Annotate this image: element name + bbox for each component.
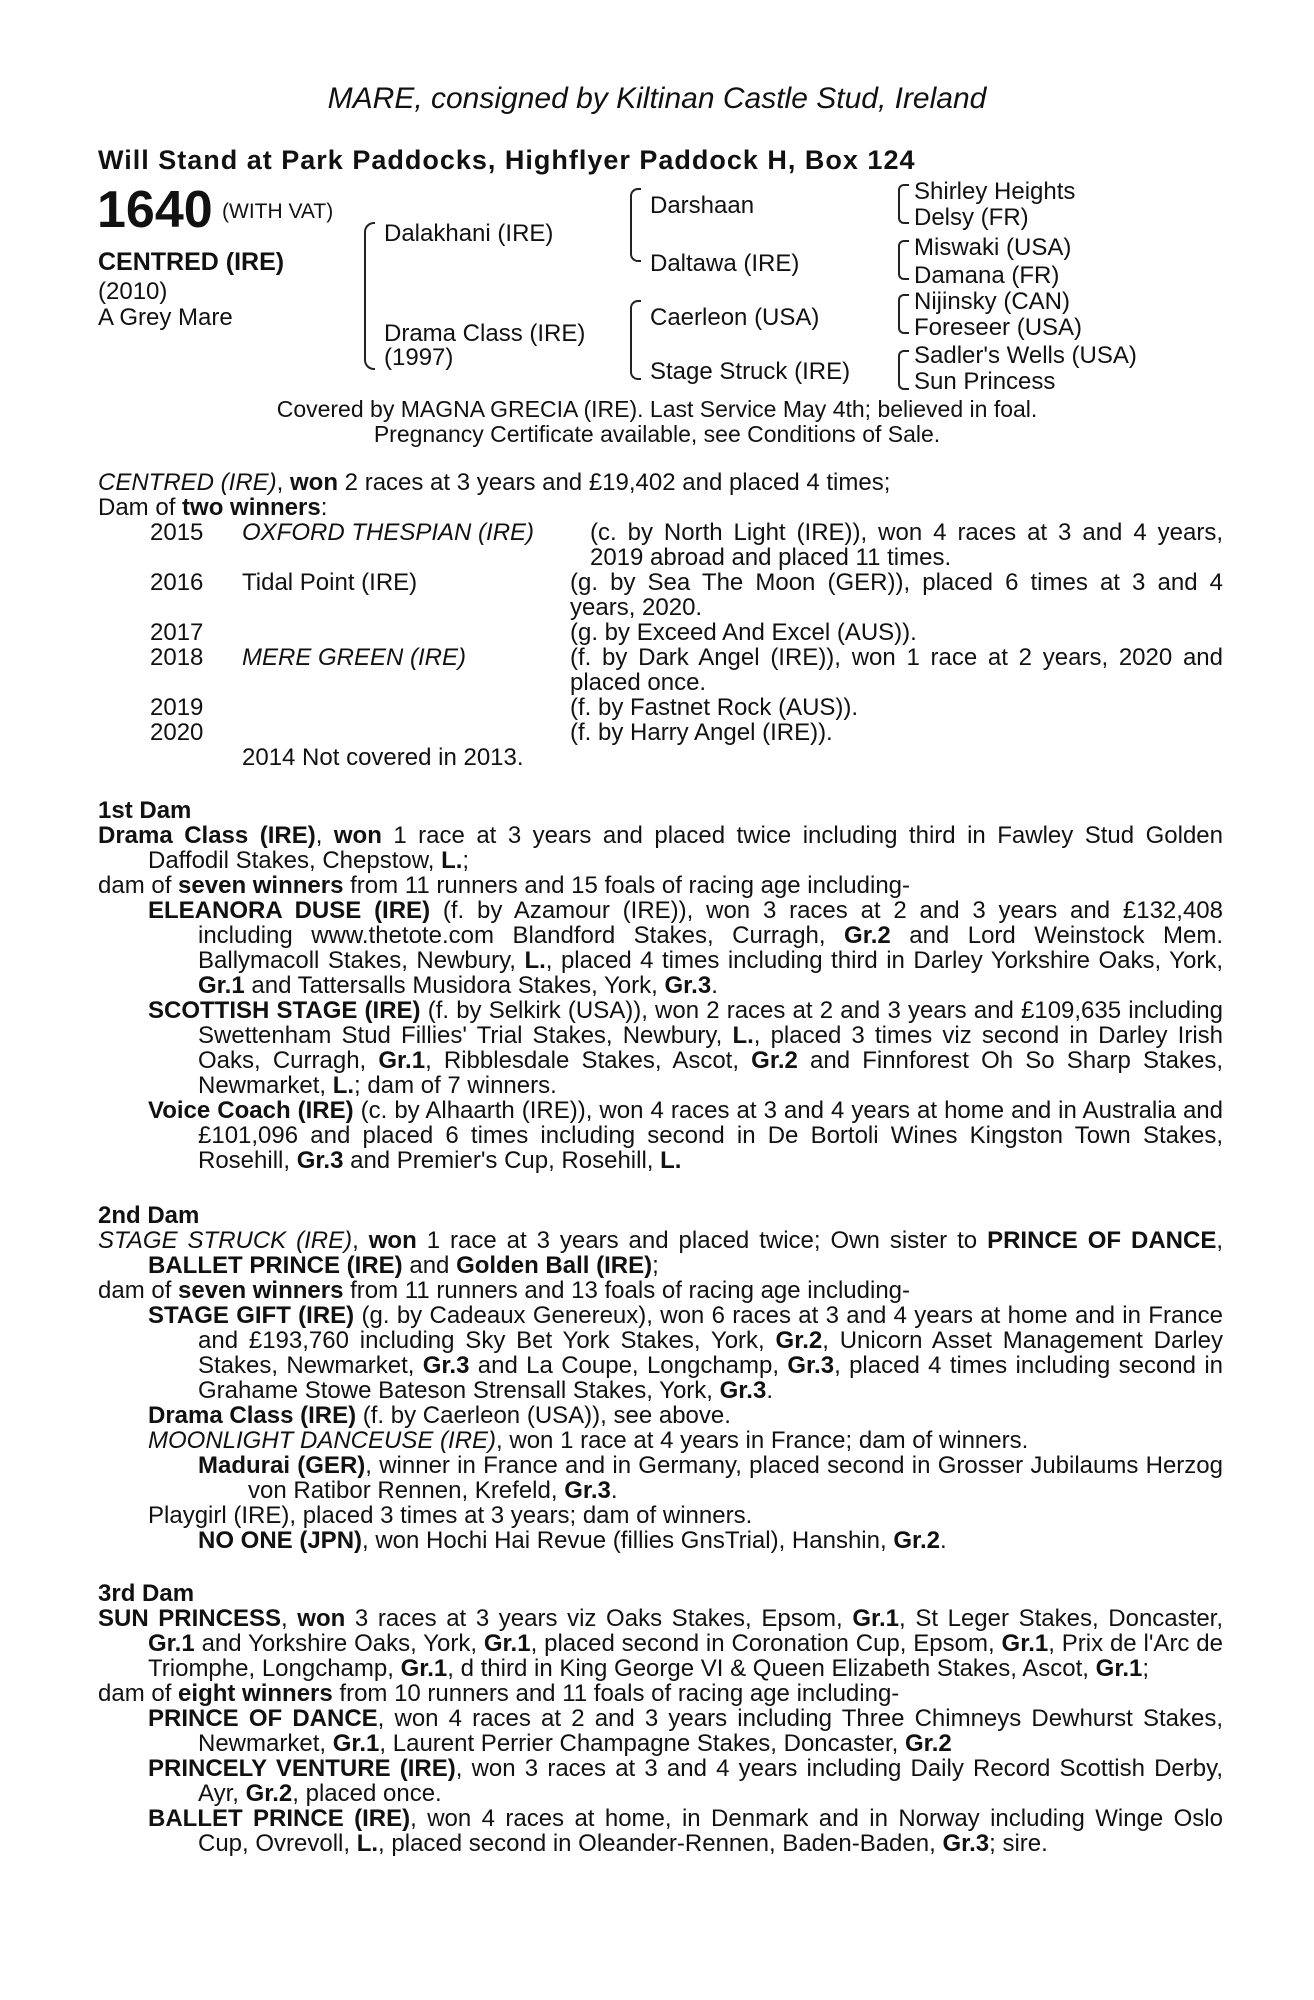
grade: L.: [332, 1072, 355, 1099]
grade: L.: [356, 1830, 379, 1857]
progeny-text: and Premier's Cup, Rosehill,: [343, 1147, 661, 1174]
progeny-name: SCOTTISH STAGE (IRE): [148, 997, 421, 1024]
grade: L.: [732, 1022, 754, 1049]
second-dam-progeny-1: [98, 1303, 1223, 1403]
produce-detail: (f. by Harry Angel (IRE)).: [570, 719, 833, 746]
produce-section: [98, 470, 1223, 770]
grade: Gr.1: [332, 1730, 380, 1757]
progeny-text: (g. by Cadeaux Genereux), won 6 races at 3 and 4 years at home and in France and £193,760 including Sky Bet York Stakes, York,: [198, 1302, 1224, 1354]
progeny-name: Voice Coach (IRE): [148, 1097, 354, 1124]
covered-line-1: Covered by MAGNA GRECIA (IRE). Last Service May 4th; believed in foal.: [276, 396, 1038, 422]
progeny-text: (f. by Azamour (IRE)), won 3 races at 2 and 3 years and £132,408 including www.thetote.com Blandford Stakes, Curragh,: [198, 897, 1223, 949]
pedigree-sdd: Damana (FR): [914, 262, 1060, 289]
page-heading: MARE, consigned by Kiltinan Castle Stud, Ireland: [327, 82, 987, 115]
second-dam-progeny-4: [98, 1503, 1223, 1528]
second-dam-text: 1 race at 3 years and placed twice; Own sister to: [416, 1227, 988, 1254]
pedigree-brace-dd: [898, 350, 909, 390]
pedigree-sss: Shirley Heights: [914, 178, 1076, 205]
third-dam-text: ;: [1142, 1655, 1150, 1682]
third-dam-progeny-1: [98, 1706, 1223, 1756]
third-dam-record: SUN PRINCESS, won 3 races at 3 years viz Oaks Stakes, Epsom, Gr.1, St Leger Stakes, Doncaster, Gr.1 and Yorkshire Oaks, York, Gr.1, placed second in Coronation Cup, Epsom, Gr.1, Prix de l'Arc de Triomphe, Longchamp, Gr.1, d third in King George VI & Queen Elizabeth Stakes, Ascot, Gr.1;: [98, 1605, 1223, 1682]
third-dam-section: [98, 1581, 1223, 1856]
progeny-text: (f. by Selkirk (USA)), won 2 races at 2 and 3 years and £109,635 including Swettenham Stud Fillies' Trial Stakes, Newbury,: [198, 997, 1223, 1049]
progeny-text: , winner in France and in Germany, placed second in Grosser Jubilaums Herzog von Ratibor Rennen, Krefeld,: [248, 1452, 1223, 1504]
second-dam-name: STAGE STRUCK (IRE): [98, 1227, 353, 1254]
first-dam-winners: seven winners: [178, 872, 344, 899]
pedigree-ddd: Sun Princess: [914, 368, 1056, 395]
produce-detail: (g. by Sea The Moon (GER)), placed 6 times at 3 and 4 years, 2020.: [570, 569, 1223, 621]
progeny-text: , Laurent Perrier Champagne Stakes, Doncaster,: [379, 1730, 906, 1757]
second-dam-grandprogeny-2: [98, 1528, 1223, 1553]
progeny-text: , won 4 races at home, in Denmark and in Norway including Winge Oslo Cup, Ovrevoll,: [198, 1805, 1223, 1857]
progeny-text: .: [766, 1377, 773, 1404]
produce-name: [242, 720, 570, 745]
grade: Gr.1: [198, 972, 245, 999]
produce-year: 2015: [150, 519, 204, 546]
progeny-text: , placed 4 times including third in Darley Yorkshire Oaks, York,: [545, 947, 1223, 974]
progeny-text: and La Coupe, Longchamp,: [469, 1352, 788, 1379]
grade: L.: [524, 947, 546, 974]
pedigree-brace-sd: [898, 240, 909, 280]
pedigree-dss: Nijinsky (CAN): [914, 288, 1070, 315]
produce-year: 2018: [150, 644, 204, 671]
produce-row: [98, 520, 1223, 570]
produce-year: 2016: [150, 569, 204, 596]
grade: Gr.1: [400, 1655, 448, 1682]
second-dam-section: [98, 1203, 1223, 1553]
summary-won: won: [290, 469, 339, 496]
third-dam-damof-rest: from 10 runners and 11 foals of racing age including-: [332, 1680, 900, 1707]
progeny-text: , Unicorn Asset Management Darley Stakes, Newmarket,: [198, 1327, 1223, 1379]
first-dam-listed: L.: [441, 847, 463, 874]
first-dam-damof: dam of: [98, 872, 179, 899]
stand-location: Will Stand at Park Paddocks, Highflyer Paddock H, Box 124: [98, 145, 916, 175]
progeny-text: , won 1 race at 4 years in France; dam of winners.: [496, 1427, 1029, 1454]
first-dam-name: Drama Class (IRE): [98, 822, 316, 849]
grade: Gr.3: [422, 1352, 470, 1379]
produce-detail: (f. by Fastnet Rock (AUS)).: [570, 694, 859, 721]
third-dam-winners: eight winners: [178, 1680, 333, 1707]
grade: Gr.1: [378, 1047, 426, 1074]
pedigree-brace-ds: [898, 294, 909, 334]
second-dam-text: and: [402, 1252, 457, 1279]
progeny-name: ELEANORA DUSE (IRE): [148, 897, 431, 924]
third-dam-text: , St Leger Stakes, Doncaster,: [899, 1605, 1223, 1632]
grade: Gr.2: [775, 1327, 823, 1354]
progeny-name: STAGE GIFT (IRE): [148, 1302, 355, 1329]
second-dam-heading: 2nd Dam: [98, 1202, 200, 1229]
produce-name: MERE GREEN (IRE): [242, 644, 467, 671]
second-dam-progeny-2: [98, 1403, 1223, 1428]
grade: Gr.3: [664, 972, 712, 999]
grade: Gr.1: [1001, 1630, 1049, 1657]
sibling-name: Golden Ball (IRE): [456, 1252, 653, 1279]
second-dam-produce-summary: [98, 1278, 1223, 1303]
lot-number: 1640: [97, 181, 213, 239]
progeny-text: , placed once.: [292, 1780, 442, 1807]
progeny-text: , won Hochi Hai Revue (fillies GnsTrial), Hanshin,: [362, 1527, 894, 1554]
second-dam-grandprogeny-1: [98, 1453, 1223, 1503]
first-dam-text: 1 race at 3 years and placed twice including third in Fawley Stud Golden Daffodil Stakes, Chepstow,: [148, 822, 1223, 874]
grade: Gr.3: [942, 1830, 990, 1857]
second-dam-damof-rest: from 11 runners and 13 foals of racing age including-: [343, 1277, 911, 1304]
progeny-text: Playgirl (IRE), placed 3 times at 3 years; dam of winners.: [148, 1502, 753, 1529]
second-dam-record: STAGE STRUCK (IRE), won 1 race at 3 years and placed twice; Own sister to PRINCE OF DANCE, BALLET PRINCE (IRE) and Golden Ball (IRE);: [98, 1227, 1223, 1279]
grade: Gr.2: [844, 922, 891, 949]
grade: Gr.3: [787, 1352, 835, 1379]
produce-name: Tidal Point (IRE): [242, 569, 418, 596]
second-dam-text: ,: [1216, 1227, 1223, 1254]
produce-year: 2019: [150, 694, 204, 721]
grade: Gr.1: [1095, 1655, 1143, 1682]
pedigree-dds: Sadler's Wells (USA): [914, 342, 1137, 369]
third-dam-heading: 3rd Dam: [98, 1580, 195, 1607]
third-dam-text: 3 races at 3 years viz Oaks Stakes, Epsom,: [345, 1605, 853, 1632]
first-dam-record: Drama Class (IRE), won 1 race at 3 years and placed twice including third in Fawley Stud Golden Daffodil Stakes, Chepstow, L.;: [98, 822, 1223, 874]
progeny-name: MOONLIGHT DANCEUSE (IRE): [148, 1427, 497, 1454]
first-dam-progeny-2: [98, 998, 1223, 1098]
progeny-name: Madurai (GER): [198, 1452, 366, 1479]
progeny-text: (f. by Caerleon (USA)), see above.: [356, 1402, 731, 1429]
produce-detail: (g. by Exceed And Excel (AUS)).: [570, 619, 917, 646]
summary-horse-name: CENTRED (IRE): [98, 469, 277, 496]
produce-name: OXFORD THESPIAN (IRE): [242, 519, 535, 546]
pedigree-brace-sire: [630, 188, 641, 262]
produce-name: [242, 620, 570, 645]
third-dam-text: , d third in King George VI & Queen Elizabeth Stakes, Ascot,: [447, 1655, 1096, 1682]
third-dam-progeny-3: [98, 1806, 1223, 1856]
produce-row: [98, 720, 1223, 745]
produce-year: 2020: [150, 719, 204, 746]
second-dam-progeny-3: [98, 1428, 1223, 1453]
progeny-text: , Ribblesdale Stakes, Ascot,: [425, 1047, 752, 1074]
progeny-name: BALLET PRINCE (IRE): [148, 1805, 411, 1832]
pedigree-brace-main: [364, 222, 375, 370]
pedigree-sire: Dalakhani (IRE): [384, 220, 554, 247]
third-dam-damof: dam of: [98, 1680, 179, 1707]
third-dam-won: won: [297, 1605, 346, 1632]
produce-row: [98, 695, 1223, 720]
pedigree-sire-sire: Darshaan: [650, 192, 755, 219]
third-dam-name: SUN PRINCESS: [98, 1605, 281, 1632]
summary-line: CENTRED (IRE), won 2 races at 3 years and £19,402 and placed 4 times;: [98, 469, 891, 496]
progeny-text: ; dam of 7 winners.: [354, 1072, 557, 1099]
pedigree-brace-dam: [630, 300, 641, 380]
pedigree-dam-dam: Stage Struck (IRE): [650, 358, 851, 385]
grade: Gr.2: [893, 1527, 941, 1554]
progeny-name: Drama Class (IRE): [148, 1402, 357, 1429]
progeny-text: .: [711, 972, 718, 999]
progeny-text: , placed second in Oleander-Rennen, Baden-Baden,: [378, 1830, 943, 1857]
grade: Gr.3: [296, 1147, 344, 1174]
vat-note: (WITH VAT): [222, 200, 334, 223]
first-dam-damof-rest: from 11 runners and 15 foals of racing age including-: [343, 872, 911, 899]
grade: L.: [660, 1147, 682, 1174]
progeny-text: and Finnforest Oh So Sharp Stakes, Newmarket,: [198, 1047, 1223, 1099]
dam-of-label: Dam of: [98, 494, 183, 521]
horse-description: A Grey Mare: [98, 304, 233, 331]
produce-row: [98, 620, 1223, 645]
pedigree-dsd: Foreseer (USA): [914, 314, 1083, 341]
pedigree-sire-dam: Daltawa (IRE): [650, 250, 800, 277]
grade: Gr.1: [852, 1605, 900, 1632]
progeny-text: , won 4 races at 2 and 3 years including Three Chimneys Dewhurst Stakes, Newmarket,: [198, 1705, 1223, 1757]
progeny-text: (c. by Alhaarth (IRE)), won 4 races at 3 and 4 years at home and in Australia and £101,096 and placed 6 times including second in De Bortoli Wines Kingston Town Stakes, Rosehill,: [198, 1097, 1223, 1174]
horse-name: CENTRED (IRE): [98, 248, 285, 276]
progeny-text: , placed 3 times viz second in Darley Irish Oaks, Curragh,: [198, 1022, 1224, 1074]
grade: Gr.3: [719, 1377, 767, 1404]
progeny-name: NO ONE (JPN): [198, 1527, 363, 1554]
produce-detail: (c. by North Light (IRE)), won 4 races at 3 and 4 years, 2019 abroad and placed 11 times.: [590, 519, 1223, 571]
third-dam-progeny-2: [98, 1756, 1223, 1806]
produce-name: [242, 695, 570, 720]
grade: Gr.2: [245, 1780, 293, 1807]
grade: Gr.3: [564, 1477, 611, 1504]
progeny-text: and Tattersalls Musidora Stakes, York,: [244, 972, 665, 999]
first-dam-progeny-1: [98, 898, 1223, 998]
pedigree-brace-ss: [898, 184, 909, 224]
pedigree-dam-year: (1997): [384, 344, 454, 371]
progeny-text: , placed 4 times including second in Grahame Stowe Bateson Strensall Stakes, York,: [198, 1352, 1223, 1404]
progeny-name: PRINCELY VENTURE (IRE): [148, 1755, 456, 1782]
third-dam-text: , Prix de l'Arc de Triomphe, Longchamp,: [148, 1630, 1223, 1682]
grade: Gr.1: [148, 1630, 195, 1657]
first-dam-won: won: [333, 822, 382, 849]
second-dam-won: won: [368, 1227, 417, 1254]
second-dam-winners: seven winners: [178, 1277, 344, 1304]
sibling-name: BALLET PRINCE (IRE): [148, 1252, 403, 1279]
covered-line-2: Pregnancy Certificate available, see Conditions of Sale.: [373, 421, 941, 447]
second-dam-text: ;: [652, 1252, 659, 1279]
produce-row: [98, 645, 1223, 695]
pedigree-ssd: Delsy (FR): [914, 204, 1029, 231]
pedigree-sds: Miswaki (USA): [914, 234, 1072, 261]
horse-year: (2010): [98, 278, 168, 305]
grade: Gr.2: [905, 1730, 952, 1757]
produce-detail: (f. by Dark Angel (IRE)), won 1 race at 2 years, 2020 and placed once.: [570, 644, 1223, 696]
first-dam-heading: 1st Dam: [98, 797, 192, 824]
pedigree-dam-sire: Caerleon (USA): [650, 304, 820, 331]
third-dam-text: and Yorkshire Oaks, York,: [194, 1630, 484, 1657]
first-dam-progeny-3: [98, 1098, 1223, 1173]
pedigree-dam: Drama Class (IRE): [384, 320, 586, 347]
grade: Gr.2: [751, 1047, 798, 1074]
progeny-text: .: [940, 1527, 947, 1554]
dam-of-colon: :: [320, 494, 328, 521]
grade: Gr.1: [483, 1630, 531, 1657]
summary-text: 2 races at 3 years and £19,402 and placed 4 times;: [338, 469, 891, 496]
produce-year: 2017: [150, 619, 204, 646]
progeny-text: .: [610, 1477, 618, 1504]
progeny-text: and Lord Weinstock Mem. Ballymacoll Stakes, Newbury,: [198, 922, 1223, 974]
first-dam-produce-summary: [98, 873, 1223, 898]
dam-of-line: [98, 495, 1223, 520]
third-dam-produce-summary: [98, 1681, 1223, 1706]
first-dam-semi: ;: [462, 847, 470, 874]
progeny-name: PRINCE OF DANCE: [148, 1705, 378, 1732]
dam-of-winners: two winners: [182, 494, 321, 521]
progeny-text: , won 3 races at 3 and 4 years including Daily Record Scottish Derby, Ayr,: [198, 1755, 1224, 1807]
second-dam-damof: dam of: [98, 1277, 179, 1304]
sibling-name: PRINCE OF DANCE: [987, 1227, 1217, 1254]
not-covered-note: 2014 Not covered in 2013.: [242, 744, 524, 771]
progeny-text: ; sire.: [989, 1830, 1048, 1857]
first-dam-section: [98, 798, 1223, 1173]
produce-row: [98, 570, 1223, 620]
third-dam-text: , placed second in Coronation Cup, Epsom,: [530, 1630, 1002, 1657]
